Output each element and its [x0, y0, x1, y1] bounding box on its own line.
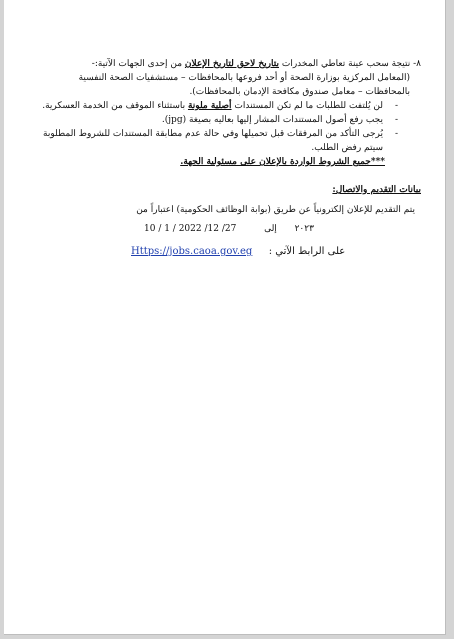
bullet-3-line1: يُرجى التأكد من المرفقات قبل تحميلها وفي حالة عدم مطابقة المستندات للشروط المطلوبة [43, 129, 383, 139]
bullet-marker: - [394, 115, 398, 125]
bullet-1-run: أصلية ملونة [187, 101, 232, 111]
date-end: 10 / 1 / ٢٠٢٣ [144, 224, 314, 234]
bullet-1-run: لن يُلتفت للطلبات ما لم تكن المستندات [231, 101, 383, 111]
bullet-1-text [42, 101, 383, 111]
item8-line3: بالمحافظات – معامل صندوق مكافحة الإدمان بالمحافظات). [189, 87, 410, 97]
item8-line1-run: من إحدى الجهات الآتية:- [91, 59, 185, 69]
bullet-1-run: باستثناء الموقف من الخدمة العسكرية. [42, 101, 188, 111]
item8-line1-text [92, 59, 410, 69]
item8-line1-run: بتاريخ لاحق لتاريخ الإعلان [184, 59, 279, 69]
contact-line1: يتم التقديم للإعلان إلكترونياً عن طريق (بوابة الوظائف الحكومية) اعتباراً من [136, 205, 415, 215]
item8-line1-run: نتيجة سحب عينة تعاطي المخدرات [278, 59, 411, 69]
bullet-marker: - [394, 101, 398, 111]
date-start: 27/ 12/ 2022 [178, 224, 237, 234]
bullet-1 [42, 100, 383, 112]
contact-heading: بيانات التقديم والاتصال: [332, 185, 421, 195]
date-row [144, 223, 314, 235]
document-page [4, 0, 446, 635]
link-label: على الرابط الآتي : [268, 246, 346, 257]
date-to-label: إلى [264, 224, 277, 234]
bullet-marker: - [394, 129, 398, 139]
item8-line1 [92, 58, 421, 70]
jobs-portal-link[interactable]: Https://jobs.caoa.gov.eg [131, 246, 253, 257]
item8-line2: (المعامل المركزية بوزارة الصحة أو أحد فروعها بالمحافظات – مستشفيات الصحة النفسية [78, 73, 410, 83]
bullet-3-line2: سيتم رفض الطلب. [311, 143, 383, 153]
item8-number: ٨- [413, 59, 421, 69]
bullet-2: يجب رفع أصول المستندات المشار إليها بعاليه بصيغة (jpg). [161, 115, 383, 125]
link-row [131, 246, 345, 258]
conditions-note: ***جميع الشروط الواردة بالإعلان على مسئولية الجهة. [180, 157, 385, 167]
